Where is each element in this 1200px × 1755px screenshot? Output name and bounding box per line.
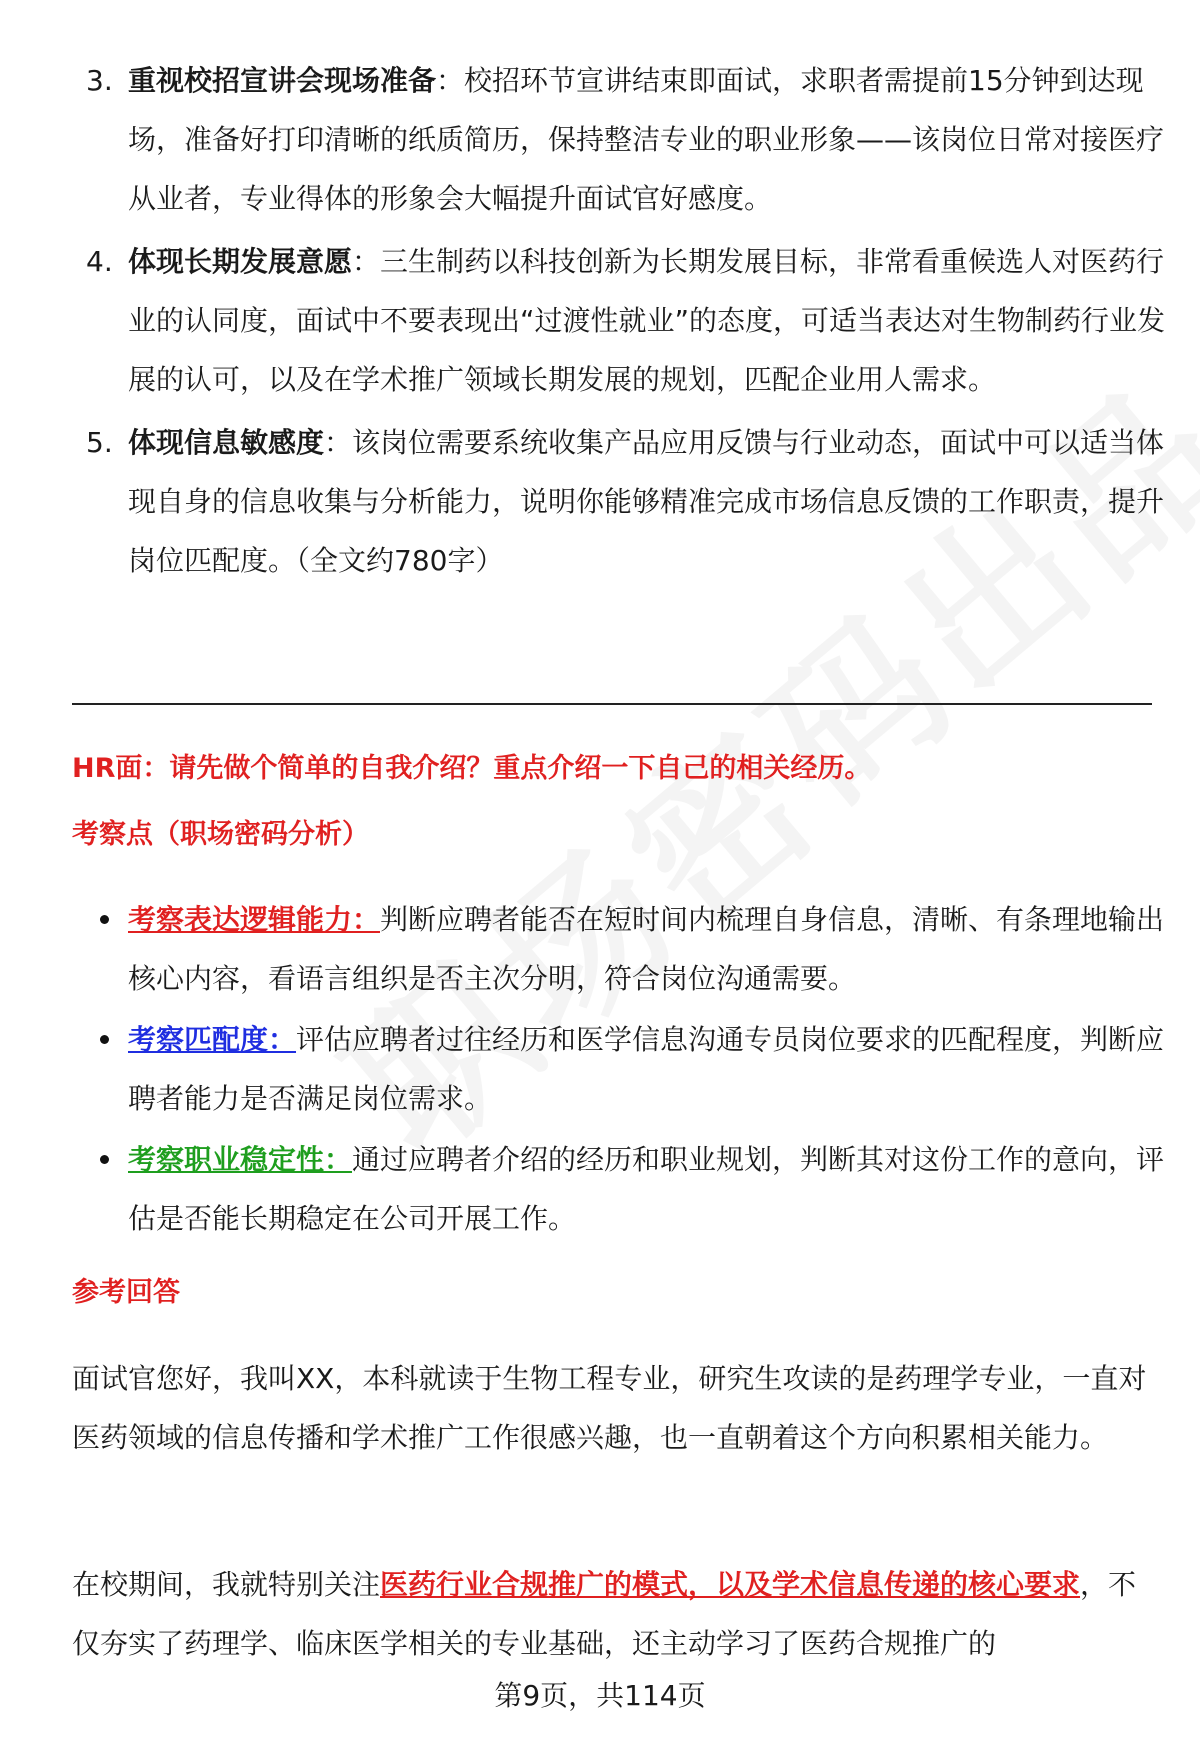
highlighted-text: 医药行业合规推广的模式，以及学术信息传递的核心要求: [380, 1568, 1081, 1601]
answer-heading: 参考回答: [72, 1277, 180, 1308]
list-item: [72, 51, 1172, 228]
list-item: [72, 890, 1172, 1008]
item-number: 4.: [86, 245, 113, 278]
bullet-label: 考察表达逻辑能力：: [128, 903, 381, 936]
section-heading: 考察点（职场密码分析）: [72, 819, 369, 850]
bullet-list: [72, 890, 1172, 1248]
list-item: [72, 232, 1172, 409]
page-footer: 第9页，共114页: [494, 1679, 706, 1712]
item-text: ：校招环节宣讲结束即面试，求职者需提前15分钟到达现场，准备好打印清晰的纸质简历，保持整洁专业的职业形象——该岗位日常对接医疗从业者，专业得体的形象会大幅提升面试官好感度。: [128, 64, 1165, 215]
list-item: [72, 1130, 1172, 1248]
bullet-label: 考察匹配度：: [128, 1023, 297, 1056]
bullet-icon: [100, 915, 109, 924]
item-number: 3.: [86, 64, 113, 97]
list-item: [72, 1010, 1172, 1128]
paragraph-text: ，不仅夯实了药理学、临床医学相关的专业基础，还主动学习了医药合规推广的: [72, 1568, 1137, 1660]
answer-paragraph: [72, 1555, 1162, 1673]
item-text: ：该岗位需要系统收集产品应用反馈与行业动态，面试中可以适当体现自身的信息收集与分析能力，说明你能够精准完成市场信息反馈的工作职责，提升岗位匹配度。（全文约780字）: [128, 426, 1165, 577]
item-title: 重视校招宣讲会现场准备: [128, 64, 437, 97]
divider: [72, 703, 1152, 705]
item-text: ：三生制药以科技创新为长期发展目标，非常看重候选人对医药行业的认同度，面试中不要表现出“过渡性就业”的态度，可适当表达对生物制药行业发展的认可，以及在学术推广领域长期发展的规划，匹配企业用人需求。: [128, 245, 1166, 396]
item-number: 5.: [86, 426, 113, 459]
item-title: 体现信息敏感度: [128, 426, 325, 459]
bullet-text: 通过应聘者介绍的经历和职业规划，判断其对这份工作的意向，评估是否能长期稳定在公司开展工作。: [128, 1143, 1165, 1235]
item-title: 体现长期发展意愿: [128, 245, 353, 278]
paragraph-text: 在校期间，我就特别关注: [72, 1568, 381, 1601]
bullet-icon: [100, 1035, 109, 1044]
bullet-icon: [100, 1155, 109, 1164]
list-item: [72, 413, 1172, 590]
bullet-text: 判断应聘者能否在短时间内梳理自身信息，清晰、有条理地输出核心内容，看语言组织是否主次分明，符合岗位沟通需要。: [128, 903, 1165, 995]
bullet-label: 考察职业稳定性：: [128, 1143, 353, 1176]
numbered-list: [72, 51, 1172, 590]
answer-paragraph: 面试官您好，我叫XX，本科就读于生物工程专业，研究生攻读的是药理学专业，一直对医药领域的信息传播和学术推广工作很感兴趣，也一直朝着这个方向积累相关能力。: [72, 1362, 1147, 1454]
interview-question: HR面：请先做个简单的自我介绍？重点介绍一下自己的相关经历。: [72, 753, 872, 784]
bullet-text: 评估应聘者过往经历和医学信息沟通专员岗位要求的匹配程度，判断应聘者能力是否满足岗位需求。: [128, 1023, 1165, 1115]
